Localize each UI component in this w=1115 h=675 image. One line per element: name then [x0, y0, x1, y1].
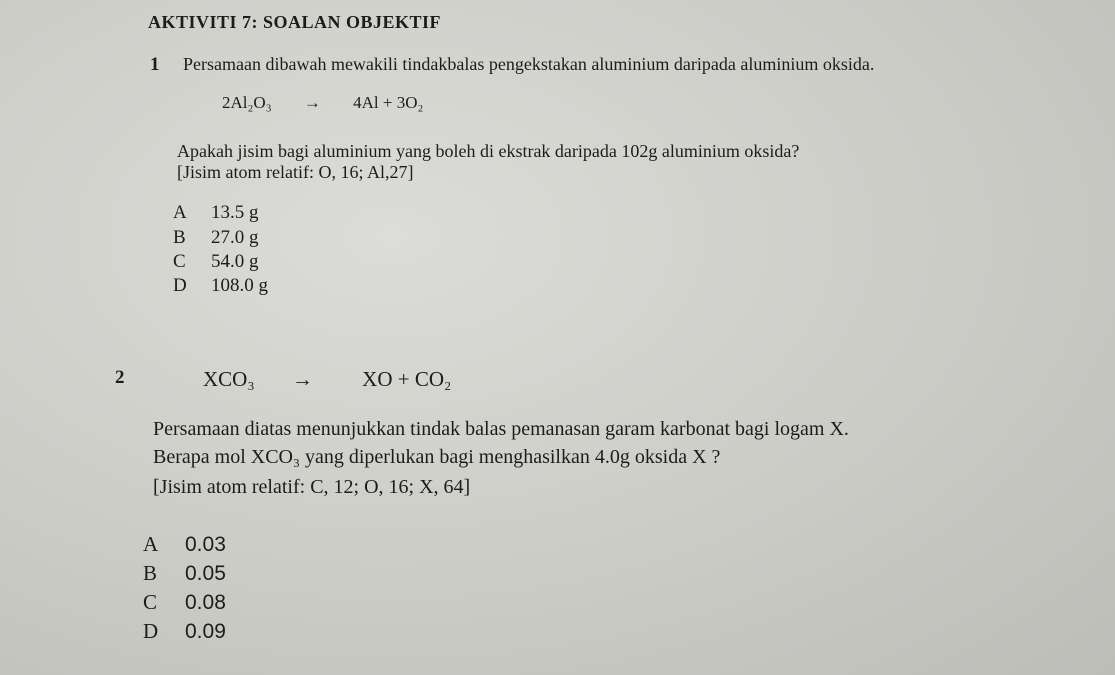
- option-value: 0.09: [185, 620, 226, 643]
- question-1-option-b[interactable]: [173, 227, 259, 249]
- equation-rhs: 4Al + 3O₂: [353, 93, 424, 112]
- question-2-option-b[interactable]: [143, 561, 226, 586]
- option-value: 0.08: [185, 591, 226, 614]
- reaction-arrow-icon: →: [303, 93, 321, 112]
- question-2-option-c[interactable]: [143, 590, 226, 615]
- option-letter: B: [173, 227, 186, 248]
- worksheet-title: AKTIVITI 7: SOALAN OBJEKTIF: [148, 12, 442, 32]
- option-value: 27.0 g: [211, 227, 259, 248]
- option-letter: B: [143, 561, 158, 585]
- question-2-number: 2: [115, 367, 125, 388]
- question-2-option-a[interactable]: [143, 532, 226, 557]
- option-letter: C: [173, 251, 186, 272]
- question-1-option-c[interactable]: [173, 251, 259, 273]
- question-1-relative-mass: [Jisim atom relatif: O, 16; Al,27]: [177, 162, 414, 182]
- option-value: 54.0 g: [211, 251, 259, 272]
- question-1-option-a[interactable]: [173, 202, 259, 224]
- question-2-question: Berapa mol XCO₃ yang diperlukan bagi menghasilkan 4.0g oksida X ?: [153, 446, 721, 468]
- question-1-number: 1: [150, 54, 160, 75]
- question-2-option-d[interactable]: [143, 619, 226, 644]
- question-1-stem: Persamaan dibawah mewakili tindakbalas pengekstakan aluminium daripada aluminium oksida.: [183, 54, 875, 74]
- equation-lhs: XCO₃: [203, 367, 255, 391]
- option-letter: D: [143, 619, 159, 643]
- option-letter: C: [143, 590, 158, 614]
- equation-lhs: 2Al₂O₃: [222, 93, 272, 112]
- question-1-option-d[interactable]: [173, 275, 268, 297]
- option-letter: A: [143, 532, 159, 556]
- question-2-equation: [203, 367, 451, 392]
- question-2-stem: Persamaan diatas menunjukkan tindak balas pemanasan garam karbonat bagi logam X.: [153, 418, 849, 440]
- option-letter: D: [173, 275, 187, 296]
- reaction-arrow-icon: →: [291, 367, 313, 391]
- option-value: 0.05: [185, 562, 226, 585]
- question-2-relative-mass: [Jisim atom relatif: C, 12; O, 16; X, 64]: [153, 476, 471, 498]
- question-1-equation: [222, 93, 423, 113]
- option-value: 108.0 g: [211, 275, 268, 296]
- option-value: 0.03: [185, 533, 226, 556]
- question-1-question: Apakah jisim bagi aluminium yang boleh di ekstrak daripada 102g aluminium oksida?: [177, 141, 800, 161]
- option-value: 13.5 g: [211, 202, 259, 223]
- option-letter: A: [173, 202, 187, 223]
- equation-rhs: XO + CO₂: [362, 367, 452, 391]
